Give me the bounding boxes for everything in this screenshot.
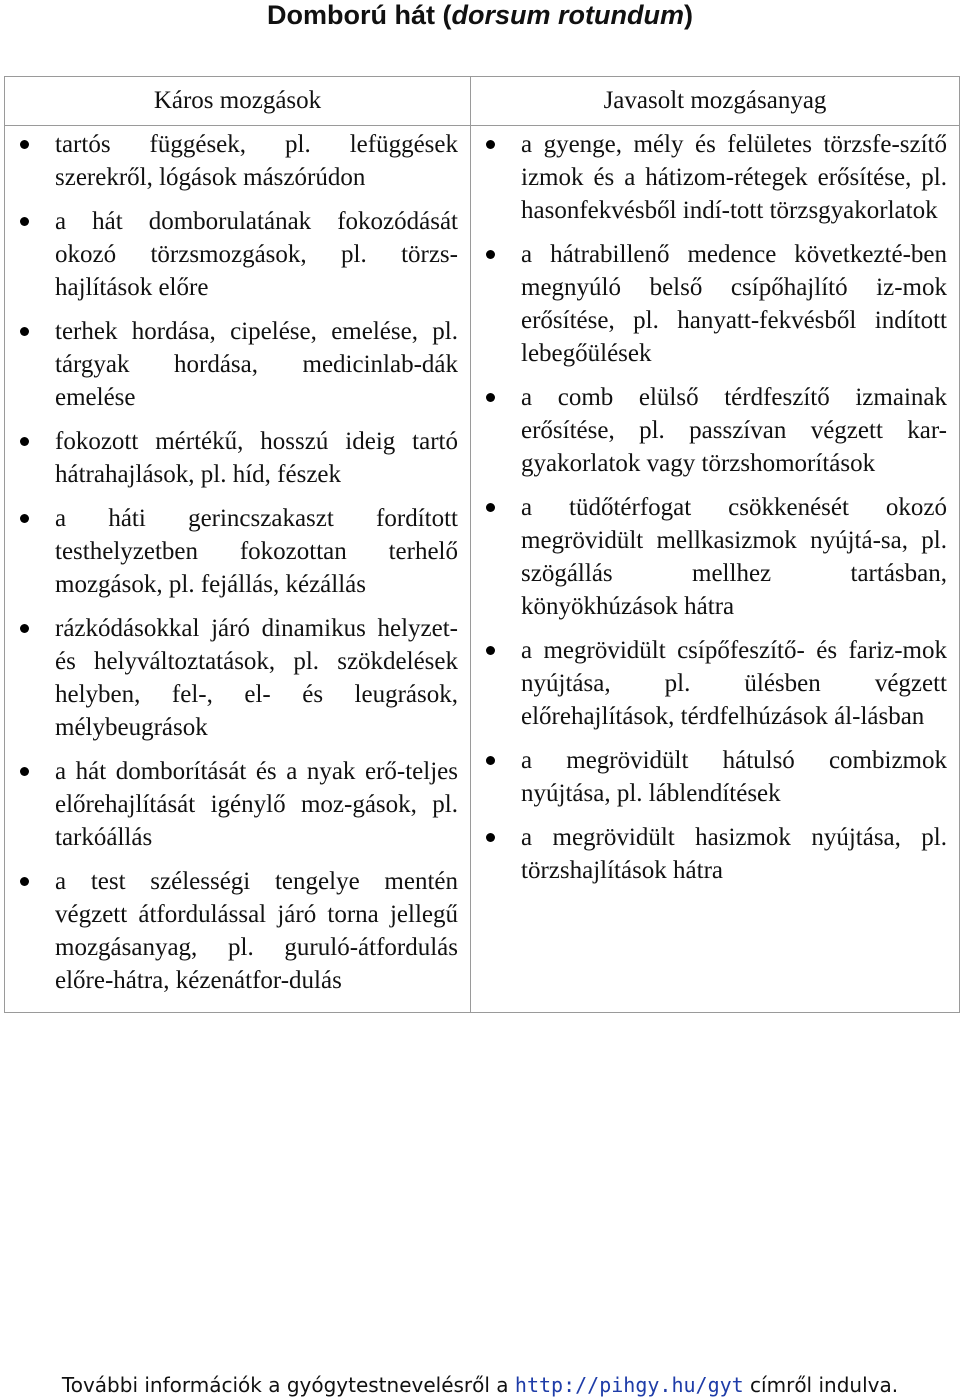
list-item [5, 755, 458, 854]
list-item [471, 238, 947, 370]
list-item-text: tartós függések, pl. lefüggések szerekről, lógások mászórúdon [55, 131, 458, 191]
bullet-icon [20, 877, 29, 886]
bullet-icon [486, 646, 495, 655]
list-item [471, 491, 947, 623]
list-item [471, 128, 947, 227]
list-item-text: a gyenge, mély és felületes törzsfe-szítő izmok és a hátizom-rétegek erősítése, pl. hasonfekvésből indí-tott törzsgyakorlatok [521, 131, 947, 224]
footer-link[interactable]: http://pihgy.hu/gyt [514, 1373, 744, 1397]
list-item-text: a megrövidült hátulsó combizmok nyújtása, pl. láblendítések [521, 747, 947, 807]
list-item-text: rázkódásokkal járó dinamikus helyzet- és helyváltoztatások, pl. szökdelések helyben, fel-, el- és leugrások, mélybeugrások [55, 615, 458, 741]
list-item-text: a hát domborítását és a nyak erő-teljes előrehajlítását igénylő moz-gások, pl. tarkóállás [55, 758, 458, 851]
list-item [5, 205, 458, 304]
list-item [471, 634, 947, 733]
footer-prefix: További információk a gyógytestnevelésről a [61, 1373, 515, 1397]
list-item-text: a tüdőtérfogat csökkenését okozó megrövidült mellkasizmok nyújtá-sa, pl. szögállás mellhez tartásban, könyökhúzások hátra [521, 494, 947, 620]
bullet-icon [20, 327, 29, 336]
harmful-movements-list [5, 126, 470, 1012]
list-item [5, 425, 458, 491]
bullet-icon [20, 140, 29, 149]
bullet-icon [486, 503, 495, 512]
list-item [5, 315, 458, 414]
list-item-text: a háti gerincszakaszt fordított testhelyzetben fokozottan terhelő mozgások, pl. fejállás, kézállás [55, 505, 458, 598]
bullet-icon [486, 756, 495, 765]
table-header-row [5, 77, 960, 126]
recommended-exercises-list [471, 126, 959, 902]
list-item [5, 865, 458, 997]
list-item-text: a hátrabillenő medence következté-ben megnyúló belső csípőhajlító iz-mok erősítése, pl. hanyatt-fekvésből indított lebegőülések [521, 241, 947, 367]
list-item [471, 821, 947, 887]
list-item [471, 744, 947, 810]
list-item [471, 381, 947, 480]
bullet-icon [20, 624, 29, 633]
bullet-icon [486, 393, 495, 402]
list-item-text: a hát domborulatának fokozódását okozó törzsmozgások, pl. törzs-hajlítások előre [55, 208, 458, 301]
list-item [5, 128, 458, 194]
list-item-text: a test szélességi tengelye mentén végzett átfordulással járó torna jellegű mozgásanyag, pl. guruló-átfordulás előre-hátra, kézenátfor-dulás [55, 868, 458, 994]
exercise-table [4, 76, 960, 1013]
harmful-movements-header: Káros mozgások [5, 77, 471, 126]
harmful-movements-cell [5, 126, 471, 1013]
footer-suffix: címről indulva. [743, 1373, 899, 1397]
list-item [5, 502, 458, 601]
list-item [5, 612, 458, 744]
list-item-text: a comb elülső térdfeszítő izmainak erősítése, pl. passzívan végzett kar-gyakorlatok vagy törzshomorítások [521, 384, 947, 477]
bullet-icon [20, 437, 29, 446]
recommended-exercises-header: Javasolt mozgásanyag [471, 77, 960, 126]
bullet-icon [486, 140, 495, 149]
list-item-text: a megrövidült csípőfeszítő- és fariz-mok nyújtása, pl. ülésben végzett előrehajlítások, térdfelhúzások ál-lásban [521, 637, 947, 730]
bullet-icon [486, 833, 495, 842]
list-item-text: a megrövidült hasizmok nyújtása, pl. törzshajlítások hátra [521, 824, 947, 884]
page-title-suffix: ) [683, 0, 693, 30]
list-item-text: terhek hordása, cipelése, emelése, pl. tárgyak hordása, medicinlab-dák emelése [55, 318, 458, 411]
list-item-text: fokozott mértékű, hosszú ideig tartó hátrahajlások, pl. híd, fészek [55, 428, 458, 488]
recommended-exercises-cell [471, 126, 960, 1013]
footer-note [0, 1372, 960, 1398]
bullet-icon [486, 250, 495, 259]
page-title-italic: dorsum rotundum [451, 0, 684, 30]
table-body-row [5, 126, 960, 1013]
bullet-icon [20, 514, 29, 523]
page-title-prefix: Domború hát ( [267, 0, 452, 30]
page-title [0, 0, 960, 30]
bullet-icon [20, 767, 29, 776]
bullet-icon [20, 217, 29, 226]
